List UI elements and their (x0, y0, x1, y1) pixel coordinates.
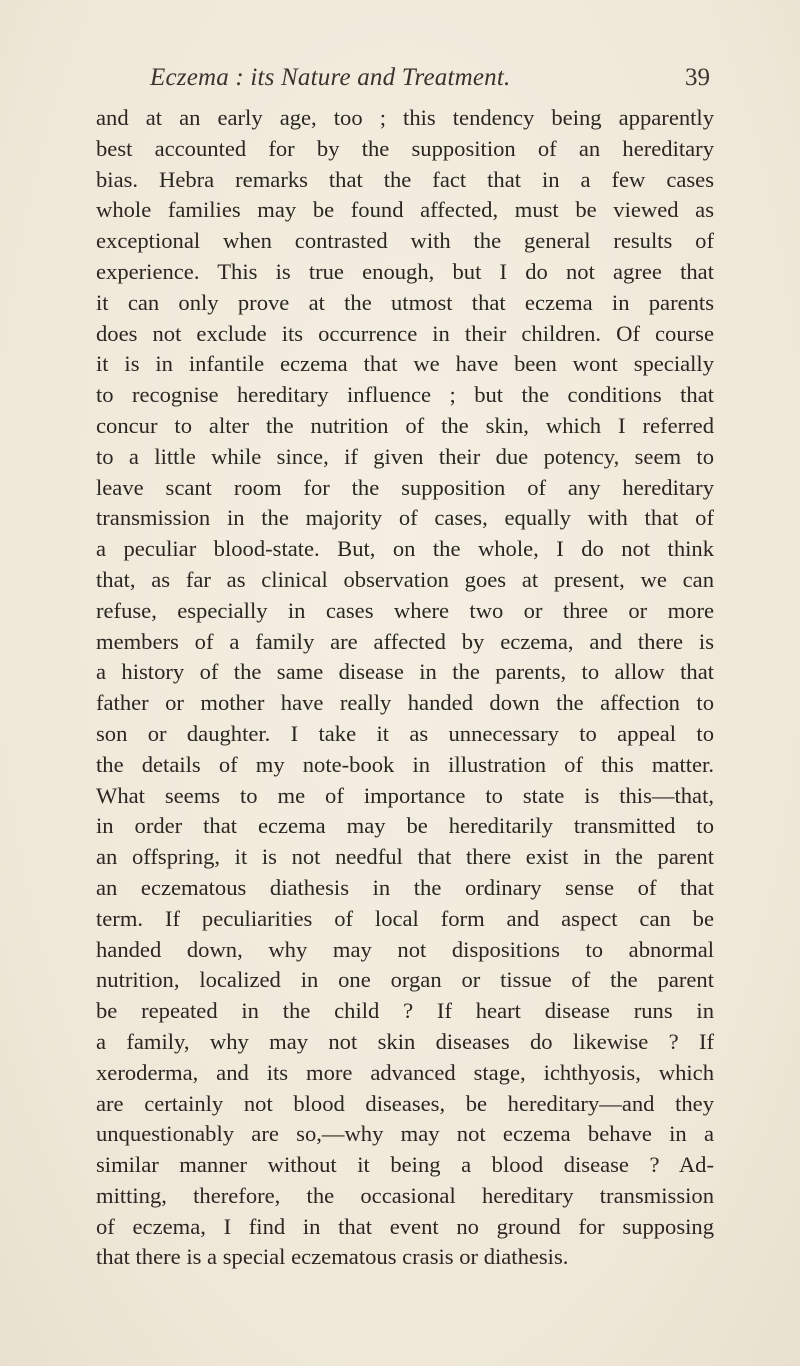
text-line: are certainly not blood diseases, be hereditary—and they (96, 1090, 714, 1116)
text-line: to a little while since, if given their due potency, seem to (96, 443, 714, 469)
page-number: 39 (685, 64, 710, 91)
text-line: exceptional when contrasted with the general results of (96, 228, 714, 254)
text-line: be repeated in the child ? If heart disease runs in (96, 998, 714, 1024)
text-line: similar manner without it being a blood disease ? Ad- (96, 1152, 714, 1178)
text-line: xeroderma, and its more advanced stage, ichthyosis, which (96, 1059, 714, 1085)
text-line: the details of my note-book in illustration of this matter. (96, 751, 714, 777)
text-line: and at an early age, too ; this tendency being apparently (96, 105, 714, 130)
text-line: an eczematous diathesis in the ordinary sense of that (96, 874, 714, 900)
text-line: mitting, therefore, the occasional hereditary transmission (96, 1182, 714, 1208)
text-line: does not exclude its occurrence in their children. Of course (96, 320, 714, 346)
text-line: What seems to me of importance to state is this—that, (96, 782, 714, 808)
text-line: that there is a special eczematous crasis or diathesis. (96, 1244, 569, 1270)
text-line: in order that eczema may be hereditarily transmitted to (96, 813, 714, 839)
text-line: handed down, why may not dispositions to abnormal (96, 936, 714, 962)
text-line: it can only prove at the utmost that eczema in parents (96, 289, 714, 315)
text-line: of eczema, I find in that event no ground for supposing (96, 1213, 714, 1239)
text-line: whole families may be found affected, must be viewed as (96, 197, 714, 223)
body-paragraph (96, 103, 714, 1273)
text-line: a family, why may not skin diseases do likewise ? If (96, 1028, 714, 1054)
text-line: father or mother have really handed down the affection to (96, 690, 714, 716)
text-line: bias. Hebra remarks that the fact that in a few cases (96, 166, 714, 192)
running-head (96, 64, 716, 100)
running-title: Eczema : its Nature and Treatment. (150, 64, 511, 91)
text-line: experience. This is true enough, but I do not agree that (96, 258, 714, 284)
text-line: transmission in the majority of cases, equally with that of (96, 505, 714, 531)
text-line: an offspring, it is not needful that there exist in the parent (96, 844, 714, 870)
text-line: refuse, especially in cases where two or three or more (96, 597, 714, 623)
text-line: that, as far as clinical observation goes at present, we can (96, 566, 714, 592)
text-line: nutrition, localized in one organ or tissue of the parent (96, 967, 714, 993)
text-line: it is in infantile eczema that we have been wont specially (96, 351, 714, 377)
text-line: unquestionably are so,—why may not eczema behave in a (96, 1121, 714, 1147)
text-line: a history of the same disease in the parents, to allow that (96, 659, 714, 685)
text-line: son or daughter. I take it as unnecessary to appeal to (96, 720, 714, 746)
text-line: concur to alter the nutrition of the skin, which I referred (96, 412, 714, 438)
text-line: term. If peculiarities of local form and aspect can be (96, 905, 714, 931)
text-line: best accounted for by the supposition of an hereditary (96, 135, 714, 161)
text-line: a peculiar blood-state. But, on the whole, I do not think (96, 536, 714, 562)
text-line: leave scant room for the supposition of any hereditary (96, 474, 714, 500)
text-line: to recognise hereditary influence ; but the conditions that (96, 382, 714, 408)
text-line: members of a family are affected by eczema, and there is (96, 628, 714, 654)
